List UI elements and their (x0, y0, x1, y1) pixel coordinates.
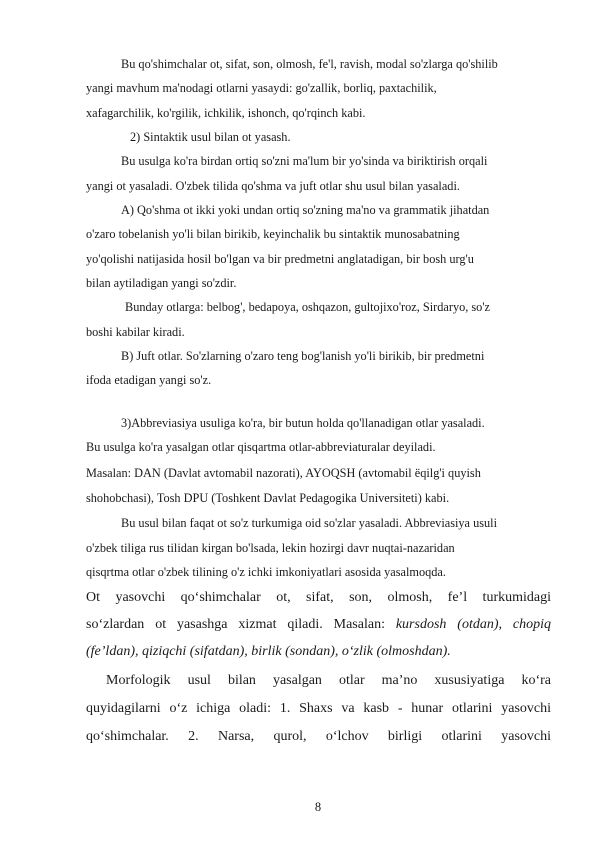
text-line: yangi mavhum ma'nodagi otlarni yasaydi: go'zallik, borliq, paxtachilik, (86, 81, 437, 95)
text-run: so‘zlardan ot yasashga xizmat qiladi. Masalan: (86, 617, 396, 632)
text-line: xafagarchilik, ko'rgilik, ichkilik, ishonch, qo'rqinch kabi. (86, 106, 366, 120)
text-line: qisqrtma otlar o'zbek tilining o'z ichki imkoniyatlari asosida yasalmoqda. (86, 565, 446, 579)
text-line: Bu usulga ko'ra yasalgan otlar qisqartma otlar-abbreviaturalar deyiladi. (86, 440, 436, 454)
text-line: shohobchasi), Tosh DPU (Toshkent Davlat Pedagogika Universiteti) kabi. (86, 491, 450, 505)
italic-examples: kursdosh (otdan), chopiq (395, 617, 551, 632)
text-line: Bunday otlarga: belbog', bedapoya, oshqazon, gultojixo'roz, Sirdaryo, so'z (125, 300, 491, 314)
section-heading: 2) Sintaktik usul bilan ot yasash. (130, 130, 291, 144)
big-text-line: quyidagilarni o‘z ichiga oladi: 1. Shaxs va kasb - hunar otlarini yasovchi (86, 701, 551, 716)
text-line: Masalan: DAN (Davlat avtomabil nazorati), AYOQSH (avtomabil ёqilg'i quyish (86, 466, 481, 480)
text-line: yo'qolishi natijasida hosil bo'lgan va bir predmetni anglatadigan, bir bosh urg'u (86, 252, 474, 266)
page-number: 8 (314, 800, 322, 814)
text-line: bilan aytiladigan yangi so'zdir. (86, 276, 237, 290)
text-line: ifoda etadigan yangi so'z. (86, 373, 212, 387)
big-text-line: Ot yasovchi qo‘shimchalar ot, sifat, son, olmosh, fe’l turkumidagi (86, 590, 551, 605)
text-line: 3)Abbreviasiya usuliga ko'ra, bir butun holda qo'llanadigan otlar yasaladi. (121, 416, 485, 430)
big-text-line: Morfologik usul bilan yasalgan otlar ma’no xususiyatiga ko‘ra (106, 673, 551, 688)
big-text-line: qo‘shimchalar. 2. Narsa, qurol, o‘lchov birligi otlarini yasovchi (86, 729, 551, 744)
italic-examples-line: (fe’ldan), qiziqchi (sifatdan), birlik (sondan), o‘zlik (olmoshdan). (86, 644, 451, 659)
text-line: Bu qo'shimchalar ot, sifat, son, olmosh, fe'l, ravish, modal so'zlarga qo'shilib (121, 57, 498, 71)
text-line: yangi ot yasaladi. O'zbek tilida qo'shma va juft otlar shu usul bilan yasaladi. (86, 179, 460, 193)
big-text-line (86, 616, 551, 634)
text-line: A) Qo'shma ot ikki yoki undan ortiq so'zning ma'no va grammatik jihatdan (121, 203, 490, 217)
text-line: Bu usul bilan faqat ot so'z turkumiga oid so'zlar yasaladi. Abbreviasiya usuli (121, 516, 497, 530)
text-line: B) Juft otlar. So'zlarning o'zaro teng bog'lanish yo'li birikib, bir predmetni (121, 349, 485, 363)
text-line: o'zaro tobelanish yo'li bilan birikib, keyinchalik bu sintaktik munosabatning (86, 227, 460, 241)
text-line: boshi kabilar kiradi. (86, 325, 185, 339)
text-line: Bu usulga ko'ra birdan ortiq so'zni ma'lum bir yo'sinda va biriktirish orqali (121, 154, 488, 168)
text-line: o'zbek tiliga rus tilidan kirgan bo'lsada, lekin hozirgi davr nuqtai-nazaridan (86, 541, 455, 555)
